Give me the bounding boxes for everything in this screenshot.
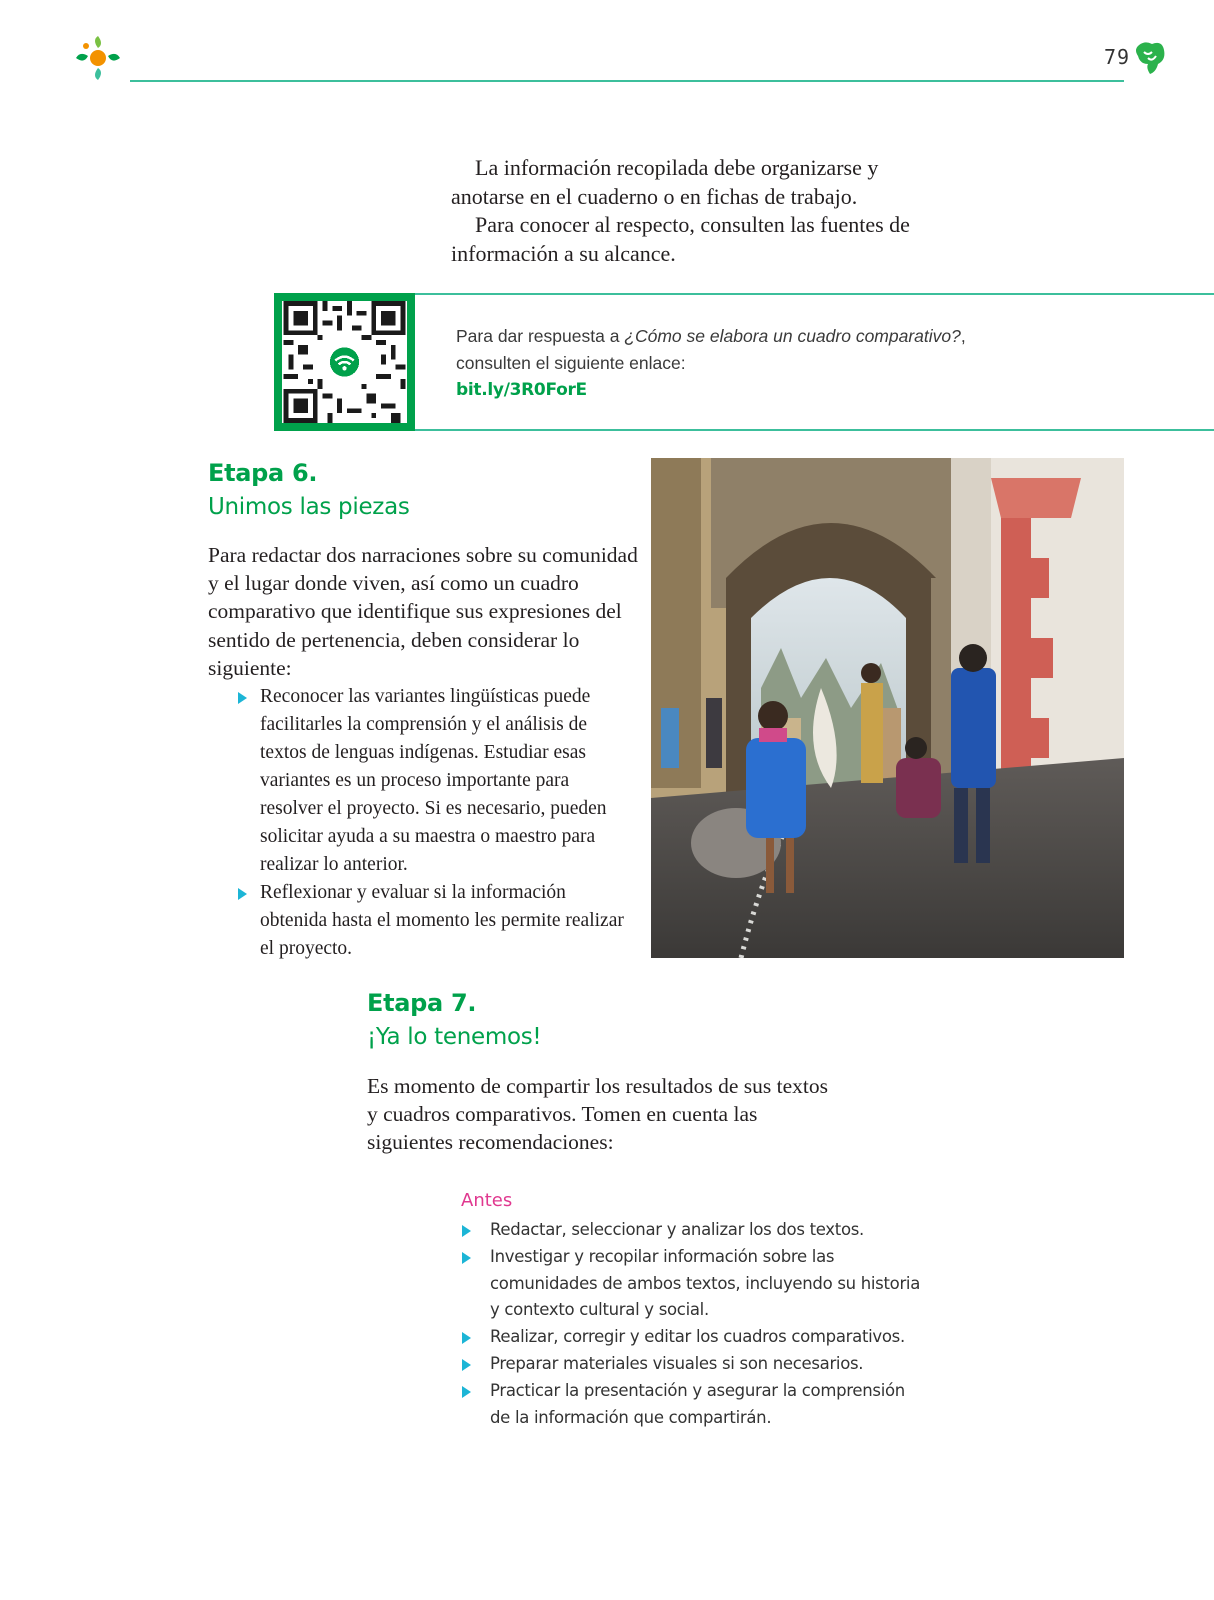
stage7-bullets bbox=[461, 1217, 921, 1431]
flower-logo-icon bbox=[70, 30, 126, 86]
link-text-before: Para dar respuesta a bbox=[456, 326, 625, 346]
stage6-heading bbox=[208, 456, 410, 524]
intro-paragraph-2: Para conocer al respecto, consulten las fuentes de información a su alcance. bbox=[451, 212, 910, 266]
link-url[interactable]: bit.ly/3R0ForE bbox=[456, 380, 587, 400]
antes-subheading: Antes bbox=[461, 1190, 513, 1211]
stage6-bullets bbox=[236, 683, 636, 963]
qr-code-icon[interactable] bbox=[274, 293, 415, 431]
list-item: Reflexionar y evaluar si la información obtenida hasta el momento les permite realizar el proyecto. bbox=[236, 879, 636, 963]
qr-code-pattern bbox=[282, 301, 407, 423]
page-number: 79 bbox=[1104, 45, 1131, 69]
stage7-number: Etapa 7. bbox=[367, 989, 477, 1017]
link-text-after: , bbox=[960, 326, 966, 346]
header-rule bbox=[130, 80, 1124, 82]
link-line-2: consulten el siguiente enlace: bbox=[456, 353, 686, 373]
link-panel bbox=[415, 293, 1214, 431]
list-item: Redactar, seleccionar y analizar los dos textos. bbox=[461, 1217, 921, 1244]
intro-text bbox=[451, 154, 951, 268]
link-description bbox=[456, 323, 966, 404]
stage6-number: Etapa 6. bbox=[208, 459, 318, 487]
street-photo-image bbox=[651, 458, 1124, 958]
list-item: Practicar la presentación y asegurar la comprensión de la información que compartirán. bbox=[461, 1378, 921, 1432]
stage6-name: Unimos las piezas bbox=[208, 494, 410, 520]
list-item: Realizar, corregir y editar los cuadros comparativos. bbox=[461, 1324, 921, 1351]
list-item: Investigar y recopilar información sobre las comunidades de ambos textos, incluyendo su historia y contexto cultural y social. bbox=[461, 1244, 921, 1324]
intro-paragraph-1: La información recopilada debe organizarse y anotarse en el cuaderno o en fichas de trabajo. bbox=[451, 155, 879, 209]
stage7-name: ¡Ya lo tenemos! bbox=[367, 1024, 542, 1050]
green-glyph-icon bbox=[1134, 40, 1166, 76]
stage7-heading bbox=[367, 986, 541, 1054]
link-question: ¿Cómo se elabora un cuadro comparativo? bbox=[624, 326, 961, 346]
stage6-body: Para redactar dos narraciones sobre su comunidad y el lugar donde viven, así como un cuadro comparativo que identifique sus expresiones del sentido de pertenencia, deben considerar lo siguiente: bbox=[208, 543, 638, 680]
list-item: Preparar materiales visuales si son necesarios. bbox=[461, 1351, 921, 1378]
list-item: Reconocer las variantes lingüísticas puede facilitarles la comprensión y el análisis de textos de lenguas indígenas. Estudiar esas variantes es un proceso importante para resolver el proyecto. Si es necesario, pueden solicitar ayuda a su maestra o maestro para realizar lo anterior. bbox=[236, 683, 636, 879]
stage7-body: Es momento de compartir los resultados de sus textos y cuadros comparativos. Tomen en cuenta las siguientes recomendaciones: bbox=[367, 1074, 828, 1154]
